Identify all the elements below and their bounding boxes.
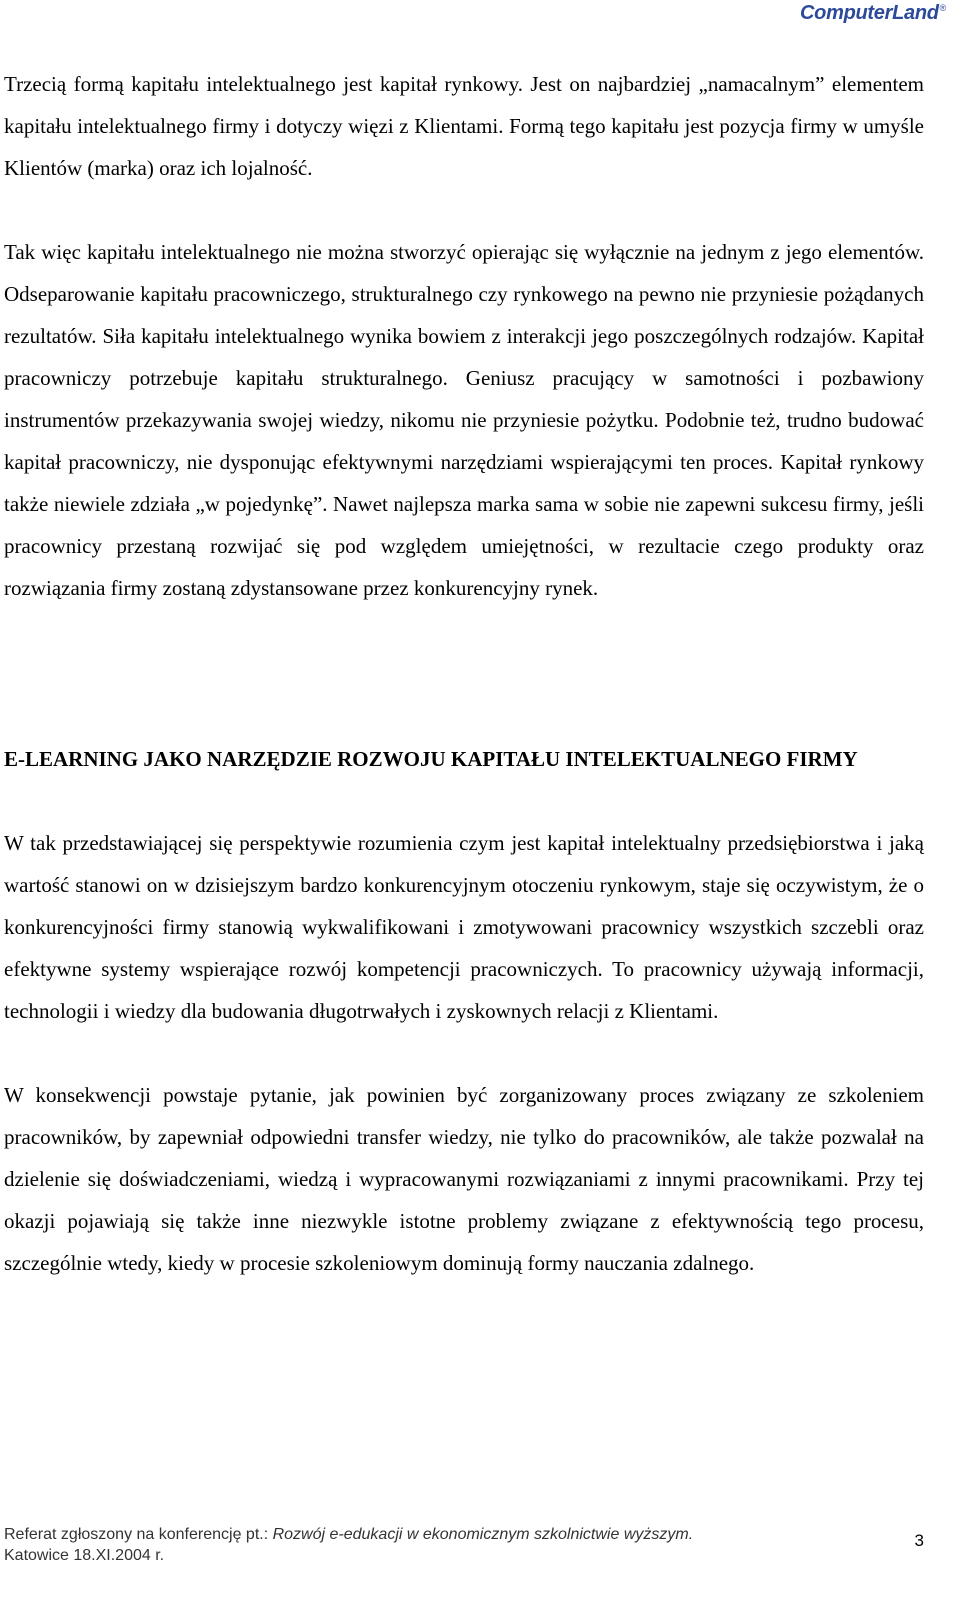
paragraph-elearning-perspective: W tak przedstawiającej się perspektywie rozumienia czym jest kapitał intelektualny przedsiębiorstwa i jaką wartość stanowi on w dzisiejszym bardzo konkurencyjnym otoczeniu rynkowym, staje się oczywistym, że o konkurencyjności firmy stanowią wykwalifikowani i zmotywowani pracownicy wszystkich szczebli oraz efektywne systemy wspierające rozwój kompetencji pracowniczych. To pracownicy używają informacji, technologii i wiedzy dla budowania długotrwałych i zyskownych relacji z Klientami. (4, 831, 924, 1023)
logo-text: ComputerLand (800, 2, 939, 24)
footer-prefix: Referat zgłoszony na konferencję pt.: (4, 1526, 273, 1543)
page-number: 3 (914, 1531, 924, 1550)
footer-conference-title: Rozwój e-edukacji w ekonomicznym szkolnictwie wyższym. (272, 1526, 694, 1543)
footer-place-date: Katowice 18.XI.2004 r. (4, 1547, 165, 1564)
page-footer (4, 1524, 924, 1566)
registered-mark: ® (939, 3, 946, 14)
footer-conference-line (4, 1524, 924, 1545)
paragraph-capital-interaction: Tak więc kapitału intelektualnego nie można stworzyć opierając się wyłącznie na jednym z jego elementów. Odseparowanie kapitału pracowniczego, strukturalnego czy rynkowego na pewno nie przyniesie pożądanych rezultatów. Siła kapitału intelektualnego wynika bowiem z interakcji jego poszczególnych rodzajów. Kapitał pracowniczy potrzebuje kapitału strukturalnego. Geniusz pracujący w samotności i pozbawiony instrumentów przekazywania swojej wiedzy, nikomu nie przyniesie pożytku. Podobnie też, trudno budować kapitał pracowniczy, nie dysponując efektywnymi narzędziami wspierającymi ten proces. Kapitał rynkowy także niewiele zdziała „w pojedynkę”. Nawet najlepsza marka sama w sobie nie zapewni sukcesu firmy, jeśli pracownicy przestaną rozwijać się pod względem umiejętności, w rezultacie czego produkty oraz rozwiązania firmy zostaną zdystansowane przez konkurencyjny rynek. (4, 240, 924, 600)
section-heading: E-LEARNING JAKO NARZĘDZIE ROZWOJU KAPITAŁU INTELEKTUALNEGO FIRMY (4, 747, 858, 771)
computerland-logo (800, 2, 946, 25)
paragraph-market-capital: Trzecią formą kapitału intelektualnego jest kapitał rynkowy. Jest on najbardziej „namacalnym” elementem kapitału intelektualnego firmy i dotyczy więzi z Klientami. Formą tego kapitału jest pozycja firmy w umyśle Klientów (marka) oraz ich lojalność. (4, 72, 924, 180)
paragraph-training-process: W konsekwencji powstaje pytanie, jak powinien być zorganizowany proces związany ze szkoleniem pracowników, by zapewniał odpowiedni transfer wiedzy, nie tylko do pracowników, ale także pozwalał na dzielenie się doświadczeniami, wiedzą i wypracowanymi rozwiązaniami z innymi pracownikami. Przy tej okazji pojawiają się także inne niezwykle istotne problemy związane z efektywnością tego procesu, szczególnie wtedy, kiedy w procesie szkoleniowym dominują formy nauczania zdalnego. (4, 1083, 924, 1275)
